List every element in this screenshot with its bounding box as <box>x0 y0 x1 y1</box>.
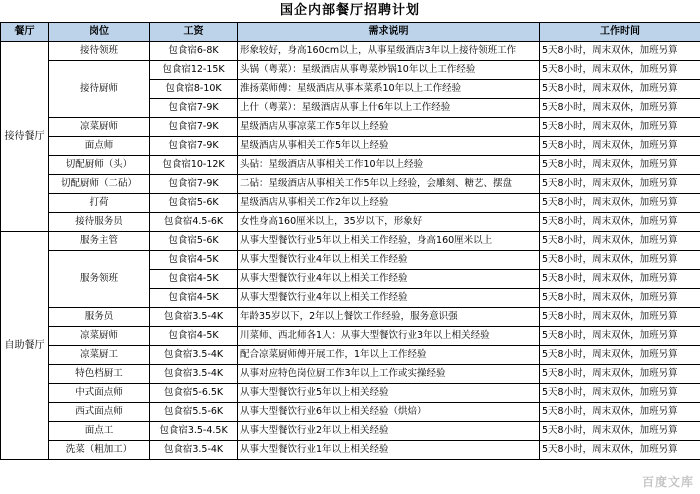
work-time-cell: 5天8小时，周末双休，加班另算 <box>540 289 700 308</box>
work-time-cell: 5天8小时，周末双休，加班另算 <box>540 251 700 270</box>
requirement-cell: 年龄35岁以下，2年以上餐饮工作经验，服务意识强 <box>238 308 540 327</box>
work-time-cell: 5天8小时，周末双休，加班另算 <box>540 137 700 156</box>
work-time-cell: 5天8小时，周末双休，加班另算 <box>540 61 700 80</box>
sheet-title: 国企内部餐厅招聘计划 <box>279 3 420 18</box>
work-time-cell: 5天8小时，周末双休，加班另算 <box>540 232 700 251</box>
table-row <box>1 327 700 346</box>
header-work-time: 工作时间 <box>540 23 700 42</box>
requirement-cell: 上什（粤菜）：星级酒店从事上什6年以上工作经验 <box>238 99 540 118</box>
table-row <box>1 156 700 175</box>
work-time-cell: 5天8小时，周末双休，加班另算 <box>540 175 700 194</box>
salary-cell: 包食宿4-5K <box>150 289 238 308</box>
dept-buffet: 自助餐厅 <box>1 232 49 460</box>
salary-cell: 包食宿3.5-4K <box>150 441 238 460</box>
requirement-cell: 头砧：星级酒店从事相关工作10年以上经验 <box>238 156 540 175</box>
table-row <box>1 346 700 365</box>
salary-cell: 包食宿3.5-4.5K <box>150 422 238 441</box>
requirement-cell: 星级酒店从事相关工作2年以上经验 <box>238 194 540 213</box>
work-time-cell: 5天8小时，周末双休，加班另算 <box>540 156 700 175</box>
requirement-cell: 从事大型餐饮行业6年以上相关经验（烘焙） <box>238 403 540 422</box>
recruitment-table <box>0 22 700 460</box>
work-time-cell: 5天8小时，周末双休，加班另算 <box>540 213 700 232</box>
header-dept: 餐厅 <box>1 23 49 42</box>
table-row <box>1 441 700 460</box>
work-time-cell: 5天8小时，周末双休，加班另算 <box>540 422 700 441</box>
position-cell: 服务领班 <box>49 251 150 308</box>
watermark: 百度文库 <box>641 475 694 489</box>
position-cell: 面点师 <box>49 137 150 156</box>
position-cell: 凉菜厨师 <box>49 118 150 137</box>
header-position: 岗位 <box>49 23 150 42</box>
salary-cell: 包食宿4-5K <box>150 327 238 346</box>
work-time-cell: 5天8小时，周末双休，加班另算 <box>540 384 700 403</box>
requirement-cell: 头锅（粤菜）：星级酒店从事粤菜炒锅10年以上工作经验 <box>238 61 540 80</box>
salary-cell: 包食宿4.5-6K <box>150 213 238 232</box>
table-row <box>1 137 700 156</box>
header-salary: 工资 <box>150 23 238 42</box>
salary-cell: 包食宿7-9K <box>150 99 238 118</box>
table-row <box>1 118 700 137</box>
work-time-cell: 5天8小时，周末双休，加班另算 <box>540 441 700 460</box>
work-time-cell: 5天8小时，周末双休，加班另算 <box>540 270 700 289</box>
position-cell: 打荷 <box>49 194 150 213</box>
table-row <box>1 251 700 270</box>
salary-cell: 包食宿3.5-4K <box>150 346 238 365</box>
requirement-cell: 川菜师、西北师各1人：从事大型餐饮行业3年以上相关经验 <box>238 327 540 346</box>
requirement-cell: 从事大型餐饮行业1年以上相关经验 <box>238 441 540 460</box>
position-cell: 接待厨师 <box>49 61 150 118</box>
position-cell: 洗菜（粗加工） <box>49 441 150 460</box>
position-cell: 西式面点师 <box>49 403 150 422</box>
table-row <box>1 365 700 384</box>
requirement-cell: 从事大型餐饮行业5年以上相关工作经验，身高160厘米以上 <box>238 232 540 251</box>
requirement-cell: 从事大型餐饮行业2年以上相关经验 <box>238 422 540 441</box>
salary-cell: 包食宿3.5-4K <box>150 308 238 327</box>
dept-reception: 接待餐厅 <box>1 42 49 232</box>
table-row <box>1 232 700 251</box>
salary-cell: 包食宿5.5-6K <box>150 403 238 422</box>
header-row <box>1 23 700 42</box>
work-time-cell: 5天8小时，周末双休，加班另算 <box>540 308 700 327</box>
requirement-cell: 星级酒店从事凉菜工作5年以上经验 <box>238 118 540 137</box>
salary-cell: 包食宿4-5K <box>150 251 238 270</box>
position-cell: 凉菜厨师 <box>49 327 150 346</box>
requirement-cell: 从事大型餐饮行业4年以上相关工作经验 <box>238 289 540 308</box>
position-cell: 切配厨师（二砧） <box>49 175 150 194</box>
requirement-cell: 从事对应特色岗位厨工作3年以上工作或实操经验 <box>238 365 540 384</box>
requirement-cell: 形象较好，身高160cm以上，从事星级酒店3年以上接待领班工作 <box>238 42 540 61</box>
position-cell: 服务主管 <box>49 232 150 251</box>
position-cell: 凉菜厨工 <box>49 346 150 365</box>
requirement-cell: 从事大型餐饮行业5年以上相关经验 <box>238 384 540 403</box>
table-row <box>1 213 700 232</box>
salary-cell: 包食宿7-9K <box>150 175 238 194</box>
table-row <box>1 194 700 213</box>
salary-cell: 包食宿3.5-4K <box>150 365 238 384</box>
work-time-cell: 5天8小时，周末双休，加班另算 <box>540 194 700 213</box>
work-time-cell: 5天8小时，周末双休，加班另算 <box>540 365 700 384</box>
work-time-cell: 5天8小时，周末双休，加班另算 <box>540 80 700 99</box>
work-time-cell: 5天8小时，周末双休，加班另算 <box>540 42 700 61</box>
position-cell: 服务员 <box>49 308 150 327</box>
work-time-cell: 5天8小时，周末双休，加班另算 <box>540 403 700 422</box>
salary-cell: 包食宿5-6.5K <box>150 384 238 403</box>
work-time-cell: 5天8小时，周末双休，加班另算 <box>540 346 700 365</box>
position-cell: 特色档厨工 <box>49 365 150 384</box>
requirement-cell: 从事大型餐饮行业4年以上相关工作经验 <box>238 270 540 289</box>
position-cell: 面点工 <box>49 422 150 441</box>
table-row <box>1 175 700 194</box>
salary-cell: 包食宿5-6K <box>150 232 238 251</box>
requirement-cell: 配合凉菜厨师傅开展工作，1年以上工作经验 <box>238 346 540 365</box>
requirement-cell: 星级酒店从事相关工作5年以上经验 <box>238 137 540 156</box>
position-cell: 接待领班 <box>49 42 150 61</box>
salary-cell: 包食宿10-12K <box>150 156 238 175</box>
work-time-cell: 5天8小时，周末双休，加班另算 <box>540 327 700 346</box>
salary-cell: 包食宿7-9K <box>150 137 238 156</box>
salary-cell: 包食宿5-6K <box>150 194 238 213</box>
salary-cell: 包食宿12-15K <box>150 61 238 80</box>
table-row <box>1 422 700 441</box>
salary-cell: 包食宿6-8K <box>150 42 238 61</box>
position-cell: 中式面点师 <box>49 384 150 403</box>
table-row <box>1 384 700 403</box>
requirement-cell: 女性身高160厘米以上，35岁以下，形象好 <box>238 213 540 232</box>
requirement-cell: 二砧：星级酒店从事相关工作5年以上经验，会雕刻、糖艺、摆盘 <box>238 175 540 194</box>
work-time-cell: 5天8小时，周末双休，加班另算 <box>540 118 700 137</box>
requirement-cell: 从事大型餐饮行业4年以上相关工作经验 <box>238 251 540 270</box>
salary-cell: 包食宿8-10K <box>150 80 238 99</box>
salary-cell: 包食宿4-5K <box>150 270 238 289</box>
header-requirements: 需求说明 <box>238 23 540 42</box>
requirement-cell: 淮扬菜师傅：星级酒店从事本菜系10年以上工作经验 <box>238 80 540 99</box>
table-row <box>1 403 700 422</box>
position-cell: 切配厨师（头） <box>49 156 150 175</box>
position-cell: 接待服务员 <box>49 213 150 232</box>
table-row <box>1 42 700 61</box>
table-row <box>1 61 700 80</box>
work-time-cell: 5天8小时，周末双休，加班另算 <box>540 99 700 118</box>
salary-cell: 包食宿7-9K <box>150 118 238 137</box>
table-row <box>1 308 700 327</box>
